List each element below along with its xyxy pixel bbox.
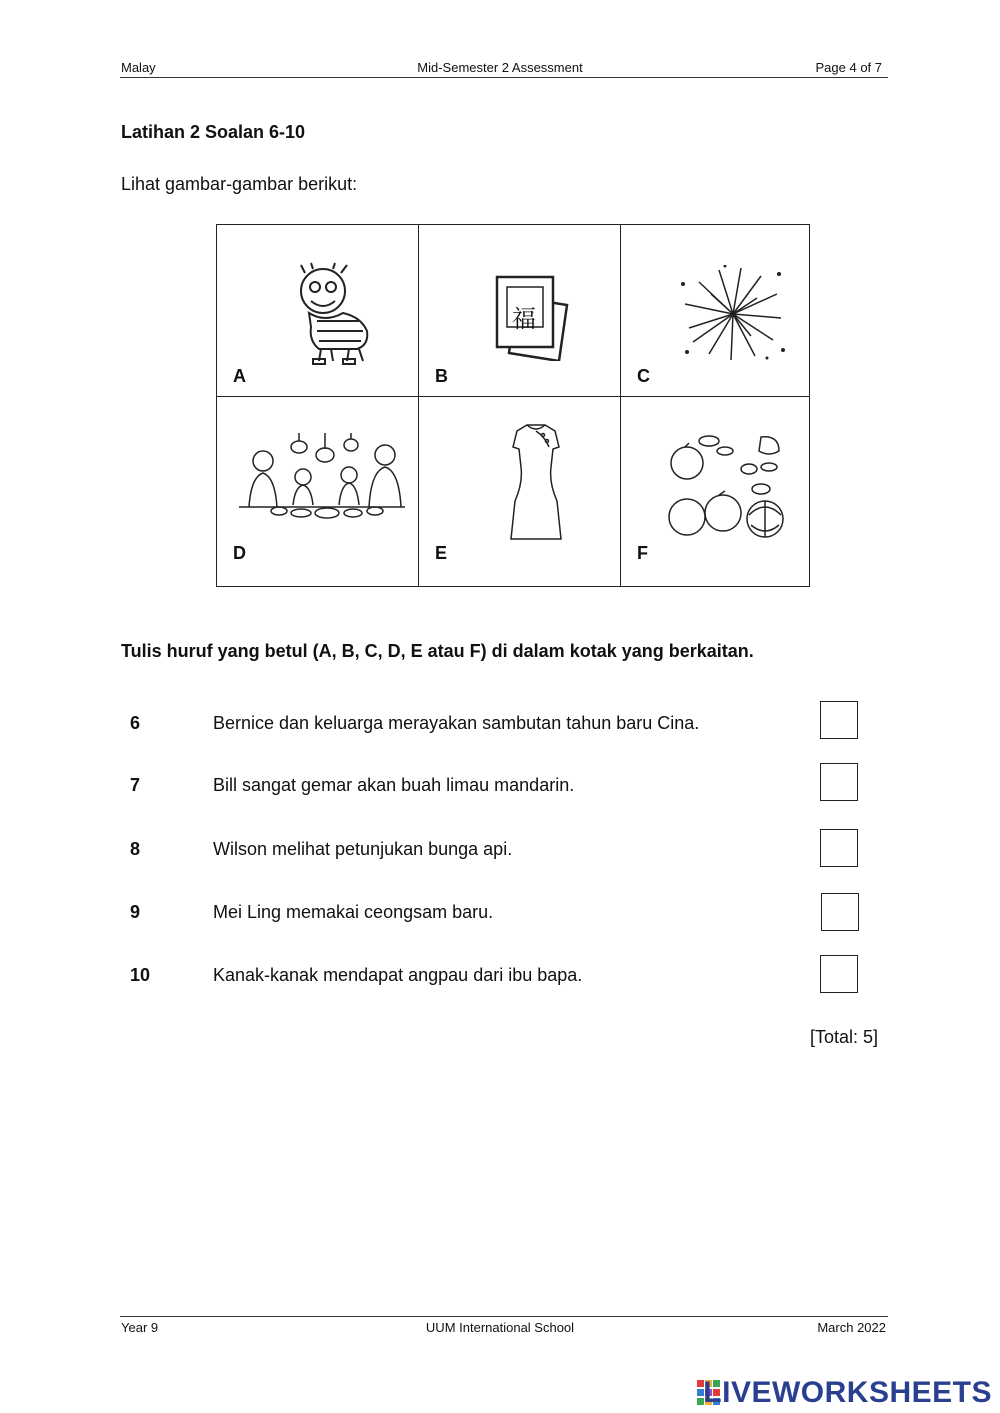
family-dinner-icon (239, 433, 405, 521)
fireworks-icon (679, 265, 787, 363)
question-text: Bernice dan keluarga merayakan sambutan tahun baru Cina. (213, 713, 700, 733)
liveworksheets-brand[interactable]: LIVEWORKSHEETS (703, 1376, 992, 1409)
picture-cell-b (419, 225, 620, 396)
picture-letter: A (233, 366, 246, 386)
answer-box-9[interactable] (821, 893, 859, 931)
lion-dance-icon (289, 261, 379, 365)
red-packet-glyph: 福 (512, 305, 536, 333)
picture-letter: F (637, 543, 648, 563)
question-text: Mei Ling memakai ceongsam baru. (213, 902, 494, 922)
answer-box-7[interactable] (820, 763, 858, 801)
cheongsam-icon (501, 423, 571, 543)
question-number: 9 (130, 902, 141, 922)
instruction: Tulis huruf yang betul (A, B, C, D, E atau F) di dalam kotak yang berkaitan. (121, 641, 754, 661)
question-number: 10 (130, 965, 151, 985)
picture-cell-e (419, 397, 620, 587)
question-number: 7 (130, 775, 141, 795)
header-rule (120, 77, 888, 78)
question-text: Wilson melihat petunjukan bunga api. (213, 839, 513, 859)
picture-letter: B (435, 366, 448, 386)
exercise-title: Latihan 2 Soalan 6-10 (121, 122, 306, 142)
picture-letter: D (233, 543, 246, 563)
footer-year: Year 9 (121, 1320, 159, 1335)
picture-grid (216, 224, 810, 587)
total-marks: [Total: 5] (809, 1027, 878, 1047)
question-text: Kanak-kanak mendapat angpau dari ibu bapa. (213, 965, 583, 985)
question-number: 8 (130, 839, 141, 859)
question-text: Bill sangat gemar akan buah limau mandarin. (213, 775, 575, 795)
footer-rule (120, 1316, 888, 1317)
picture-letter: C (637, 366, 650, 386)
answer-box-10[interactable] (820, 955, 858, 993)
mandarin-oranges-icon (665, 433, 785, 543)
footer-school: UUM International School (425, 1320, 575, 1335)
picture-cell-d (217, 397, 418, 587)
footer-date: March 2022 (817, 1320, 886, 1335)
picture-cell-a (217, 225, 418, 396)
header-page-number: Page 4 of 7 (815, 60, 882, 75)
header-subject: Malay (121, 60, 156, 75)
exercise-intro: Lihat gambar-gambar berikut: (121, 174, 358, 194)
picture-letter: E (435, 543, 448, 563)
picture-cell-f (621, 397, 811, 587)
question-number: 6 (130, 713, 141, 733)
answer-box-8[interactable] (820, 829, 858, 867)
answer-box-6[interactable] (820, 701, 858, 739)
header-assessment: Mid-Semester 2 Assessment (417, 60, 583, 75)
picture-cell-c (621, 225, 811, 396)
